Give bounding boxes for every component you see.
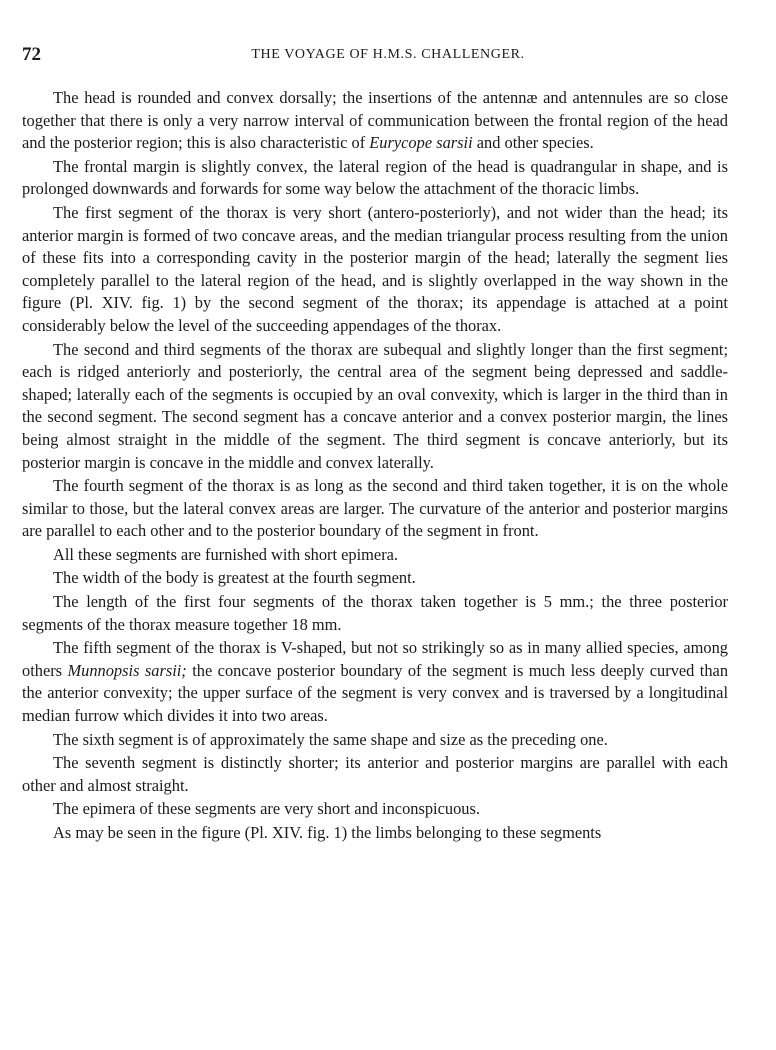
paragraph-head	[22, 87, 728, 155]
paragraph-fourth-segment: The fourth segment of the thorax is as long as the second and third taken together, it is on the whole similar to those, but the lateral convex areas are larger. The curvature of the anterior and posterior margins are parallel to each other and to the posterior boundary of the segment in front.	[22, 476, 728, 541]
page-number: 72	[22, 44, 41, 65]
paragraph-text: the concave posterior boundary of the segment is much less deeply curved than the anterior convexity; the upper surface of the segment is very convex and is traversed by a longitudinal median furrow which divides it into two areas.	[22, 660, 729, 726]
paragraph-body-width: The width of the body is greatest at the fourth segment.	[53, 568, 416, 588]
page-header	[0, 44, 776, 68]
paragraph-text: The head is rounded and convex dorsally; the insertions of the antennæ and antennules are so close together that there is only a very narrow interval of communication between the frontal region of the head and the posterior region; this is also characteristic of	[22, 88, 728, 153]
paragraph-sixth-segment: The sixth segment is of approximately the same shape and size as the preceding one.	[53, 729, 608, 749]
species-name: Munnopsis sarsii;	[67, 660, 187, 680]
paragraph-frontal-margin: The frontal margin is slightly convex, the lateral region of the head is quadrangular in shape, and is prolonged downwards and forwards for some way below the attachment of the thoracic limbs.	[22, 156, 728, 199]
species-name: Eurycope sarsii	[369, 133, 473, 153]
paragraph-fifth-segment	[22, 637, 728, 727]
running-title: THE VOYAGE OF H.M.S. CHALLENGER.	[251, 47, 525, 62]
paragraph-first-segment: The first segment of the thorax is very short (antero-posteriorly), and not wider than the head; its anterior margin is formed of two concave areas, and the median triangular process resulting from the union of these fits into a corresponding cavity in the posterior margin of the head; laterally the segment lies completely parallel to the lateral region of the head, and is slightly overlapped in the way shown in the figure (Pl. XIV. fig. 1) by the second segment of the thorax; its appendage is attached at a point considerably below the level of the succeeding appendages of the thorax.	[22, 202, 728, 335]
paragraph-second-third-segments: The second and third segments of the thorax are subequal and slightly longer than the first segment; each is ridged anteriorly and posteriorly, the central area of the segment being depressed and saddle-shaped; laterally each of the segments is occupied by an oval convexity, which is larger in the third than in the second segment. The second segment has a concave anterior and a convex posterior margin, the lines being almost straight in the middle of the segment. The third segment is concave anteriorly, but its posterior margin is concave in the middle and convex laterally.	[22, 339, 728, 472]
paragraph-epimera: All these segments are furnished with short epimera.	[53, 544, 399, 564]
paragraph-limbs: As may be seen in the figure (Pl. XIV. fig. 1) the limbs belonging to these segments	[53, 823, 602, 842]
paragraph-seventh-segment: The seventh segment is distinctly shorter; its anterior and posterior margins are parallel with each other and almost straight.	[22, 753, 728, 795]
paragraph-text: and other species.	[472, 133, 594, 153]
paragraph-epimera-short: The epimera of these segments are very short and inconspicuous.	[53, 799, 480, 819]
paragraph-lengths: The length of the first four segments of the thorax taken together is 5 mm.; the three posterior segments of the thorax measure together 18 mm.	[22, 592, 728, 634]
body-text	[22, 87, 728, 846]
paragraph-text: The fifth segment of the thorax is V-shaped, but not so strikingly so as in many allied species, among others	[22, 638, 728, 680]
